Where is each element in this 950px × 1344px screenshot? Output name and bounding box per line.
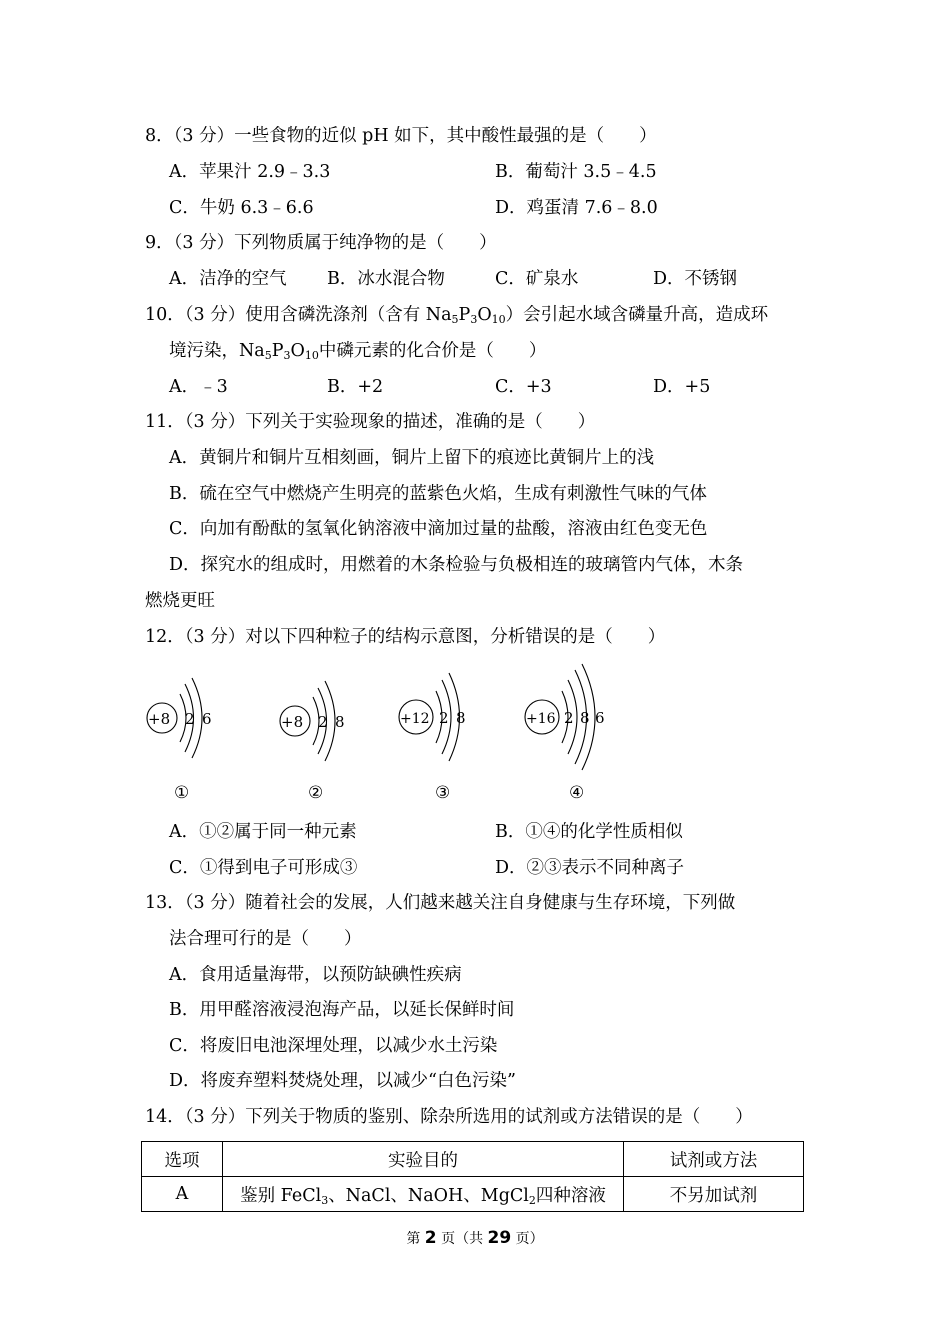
q8-option-b: B．葡萄汁 3.5﹣4.5 xyxy=(495,162,657,182)
particle-4-shell-count-1: 2 xyxy=(564,709,574,727)
particle-1-shell-count-2: 6 xyxy=(202,710,212,728)
page-total: 29 xyxy=(487,1228,512,1248)
q11-option-d-cont: 燃烧更旺 xyxy=(145,591,215,611)
q13-option-b: B．用甲醛溶液浸泡海产品，以延长保鲜时间 xyxy=(169,1000,515,1020)
q12-option-c: C．①得到电子可形成③ xyxy=(169,858,358,878)
q13-stem-line2: 法合理可行的是（ ） xyxy=(169,929,362,949)
particle-2-label: ② xyxy=(308,783,324,803)
q9-option-d: D．不锈钢 xyxy=(653,269,738,289)
q8-option-d: D．鸡蛋清 7.6﹣8.0 xyxy=(495,198,658,218)
q11-stem: 11．（3 分）下列关于实验现象的描述，准确的是（ ） xyxy=(145,412,596,432)
q11-option-b: B．硫在空气中燃烧产生明亮的蓝紫色火焰，生成有刺激性气味的气体 xyxy=(169,484,707,504)
particle-3-shell-count-2: 8 xyxy=(456,709,466,727)
q14-table xyxy=(141,1141,804,1212)
particle-3-shell-count-1: 2 xyxy=(439,709,449,727)
particle-3-label: ③ xyxy=(435,783,451,803)
particle-4-nucleus: +16 xyxy=(526,711,556,727)
table-row xyxy=(142,1177,804,1212)
q12-stem: 12．（3 分）对以下四种粒子的结构示意图，分析错误的是（ ） xyxy=(145,627,666,647)
q11-option-c: C．向加有酚酞的氢氧化钠溶液中滴加过量的盐酸，溶液由红色变无色 xyxy=(169,519,708,539)
table-header-row xyxy=(142,1142,804,1177)
q11-option-a: A．黄铜片和铜片互相刻画，铜片上留下的痕迹比黄铜片上的浅 xyxy=(169,448,655,468)
q12-option-a: A．①②属于同一种元素 xyxy=(169,822,357,842)
particle-4-shell-count-2: 8 xyxy=(580,709,590,727)
q9-option-c: C．矿泉水 xyxy=(495,269,579,289)
particle-2-nucleus: +8 xyxy=(281,713,304,731)
q9-stem: 9．（3 分）下列物质属于纯净物的是（ ） xyxy=(145,233,497,253)
q10-option-c: C．+3 xyxy=(495,377,552,397)
q8-stem: 8．（3 分）一些食物的近似 pH 如下，其中酸性最强的是（ ） xyxy=(145,126,657,146)
q9-option-b: B．冰水混合物 xyxy=(327,269,445,289)
table-header-option: 选项 xyxy=(142,1142,223,1177)
table-header-method: 试剂或方法 xyxy=(624,1142,804,1177)
particle-1-label: ① xyxy=(174,783,190,803)
table-cell-purpose: 鉴别 FeCl$_3$、NaCl、NaOH、MgCl$_2$四种溶液 xyxy=(223,1177,624,1212)
table-cell-option: A xyxy=(142,1177,223,1212)
particle-2-shell-count-1: 2 xyxy=(318,713,328,731)
q8-option-c: C．牛奶 6.3﹣6.6 xyxy=(169,198,314,218)
atom-structure-diagrams xyxy=(140,660,640,810)
particle-1-shell-count-1: 2 xyxy=(185,710,195,728)
q10-option-b: B．+2 xyxy=(327,377,384,397)
q14-stem: 14．（3 分）下列关于物质的鉴别、除杂所选用的试剂或方法错误的是（ ） xyxy=(145,1107,753,1127)
q12-option-d: D．②③表示不同种离子 xyxy=(495,858,685,878)
q10-option-a: A．﹣3 xyxy=(169,377,228,397)
page-footer: 第 2 页（共 29 页） xyxy=(406,1228,544,1248)
particle-4-label: ④ xyxy=(569,783,585,803)
q8-option-a: A．苹果汁 2.9﹣3.3 xyxy=(169,162,331,182)
q9-option-a: A．洁净的空气 xyxy=(169,269,287,289)
particle-2-shell-count-2: 8 xyxy=(335,713,345,731)
table-cell-method: 不另加试剂 xyxy=(624,1177,804,1212)
q10-stem: 10．（3 分）使用含磷洗涤剂（含有 $Na_5P_3O_{10}$）会引起水域含磷量升高，造成环 xyxy=(145,305,769,326)
particle-3-nucleus: +12 xyxy=(400,711,430,727)
q13-option-c: C．将废旧电池深埋处理，以减少水土污染 xyxy=(169,1036,498,1056)
page-number: 2 xyxy=(424,1228,437,1248)
particle-4-shell-count-3: 6 xyxy=(595,709,605,727)
q10-option-d: D．+5 xyxy=(653,377,711,397)
q10-stem-line2: 境污染，$Na_5P_3O_{10}$中磷元素的化合价是（ ） xyxy=(169,341,547,362)
particle-1-nucleus: +8 xyxy=(148,710,171,728)
q13-stem: 13．（3 分）随着社会的发展，人们越来越关注自身健康与生存环境，下列做 xyxy=(145,893,736,913)
q11-option-d: D．探究水的组成时，用燃着的木条检验与负极相连的玻璃管内气体，木条 xyxy=(169,555,744,575)
q13-option-a: A．食用适量海带，以预防缺碘性疾病 xyxy=(169,965,462,985)
q13-option-d: D．将废弃塑料焚烧处理，以减少“白色污染” xyxy=(169,1071,516,1091)
table-header-purpose: 实验目的 xyxy=(223,1142,624,1177)
q12-option-b: B．①④的化学性质相似 xyxy=(495,822,683,842)
